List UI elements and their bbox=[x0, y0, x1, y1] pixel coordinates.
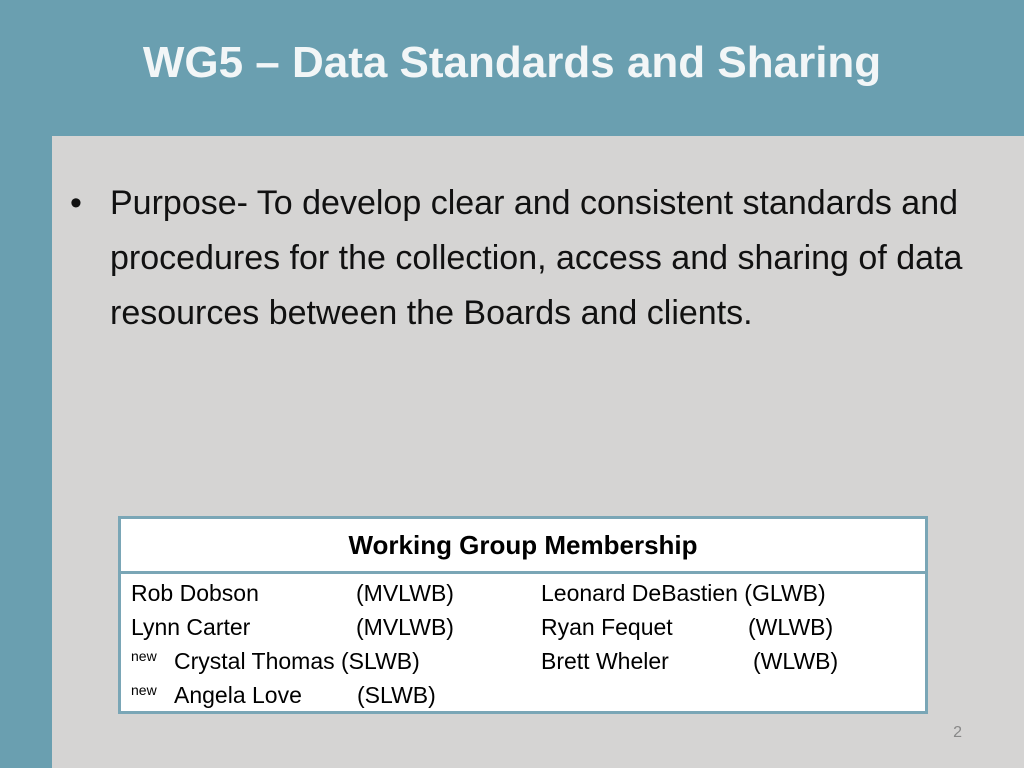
membership-row bbox=[131, 614, 921, 648]
new-marker: new bbox=[131, 648, 157, 664]
content-panel bbox=[52, 136, 1024, 768]
member-org: (MVLWB) bbox=[356, 614, 454, 640]
new-marker: new bbox=[131, 682, 157, 698]
member-org: (MVLWB) bbox=[356, 580, 454, 606]
member-name: Angela Love bbox=[174, 682, 302, 708]
slide-title: WG5 – Data Standards and Sharing bbox=[142, 38, 882, 87]
member-name: Rob Dobson bbox=[131, 580, 259, 606]
page-number: 2 bbox=[953, 724, 962, 741]
membership-row bbox=[131, 682, 921, 716]
member-name: Lynn Carter bbox=[131, 614, 251, 640]
membership-row bbox=[131, 648, 921, 682]
membership-row bbox=[131, 580, 921, 614]
membership-table bbox=[118, 516, 928, 714]
member-name: Crystal Thomas (SLWB) bbox=[174, 648, 420, 674]
member-name-2: Ryan Fequet bbox=[541, 614, 673, 640]
membership-header: Working Group Membership bbox=[121, 519, 925, 574]
member-org-2: (WLWB) bbox=[748, 614, 834, 640]
member-org: (SLWB) bbox=[357, 682, 436, 708]
bullet-dot: • bbox=[70, 184, 82, 222]
member-org-2: (WLWB) bbox=[753, 648, 839, 674]
purpose-text: Purpose- To develop clear and consistent standards and procedures for the collection, access and sharing of data resources between the Boards and clients. bbox=[110, 184, 963, 332]
member-name-2: Leonard DeBastien (GLWB) bbox=[541, 580, 826, 606]
member-name-2: Brett Wheler bbox=[541, 648, 669, 674]
